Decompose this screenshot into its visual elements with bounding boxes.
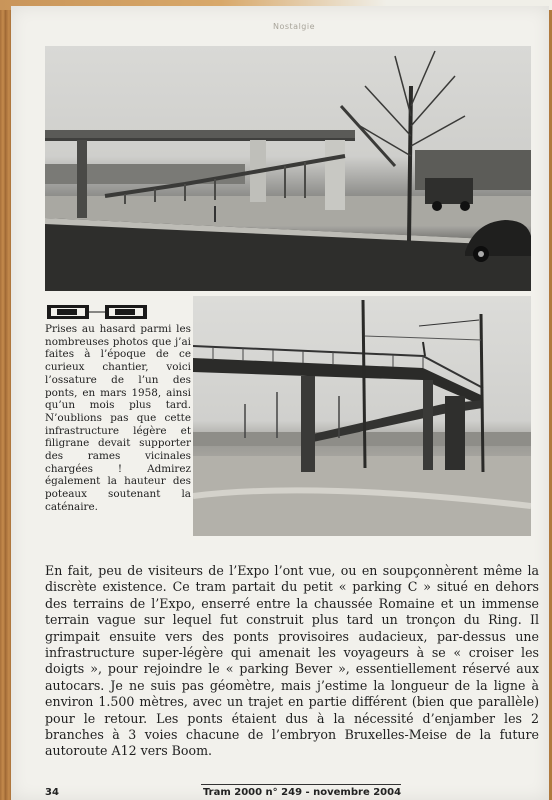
photo-caption: Prises au hasard parmi les nombreuses photos que j’ai faites à l’époque de ce curieux chantier, voici l’ossature de l’un des ponts, en mars 1958, ainsi qu’un mois plus tard. N’oublions pas que cette infrastructure légère et filigrane devait supporter des rames vicinales chargées ! Admirez également la hauteur des poteaux soutenant la caténaire. <box>45 323 191 513</box>
footbridge-photo <box>193 296 531 536</box>
magazine-page <box>11 6 549 800</box>
page-number: 34 <box>45 787 59 798</box>
bridge-construction-photo <box>45 46 531 291</box>
footbridge-illustration <box>193 296 531 536</box>
film-strip-icon <box>47 304 147 320</box>
footer-publication-title: Tram 2000 n° 249 - novembre 2004 <box>202 787 402 798</box>
section-header: Nostalgie <box>272 22 316 31</box>
article-body: En fait, peu de visiteurs de l’Expo l’ont vue, ou en soupçonnèrent même la discrète existence. Ce tram partait du petit « parking C » situé en dehors des terrains de l’Expo, enserré entre la chaussée Romaine et un immense terrain vague sur lequel fut construit plus tard un tronçon du Ring. Il grimpait ensuite vers des ponts provisoires audacieux, par-dessus une infrastructure super-légère qui amenait les voyageurs à se « croiser les doigts », pour rejoindre le « parking Bever », essentiellement réservé aux autocars. Je ne suis pas géomètre, mais j’estime la longueur de la ligne à environ 1.500 mètres, avec un trajet en partie différent (bien que parallèle) pour le retour. Les ponts étaient dus à la nécessité d’enjamber les 2 branches à 3 voies chacune de l’embryon Bruxelles-Meise de la future autoroute A12 vers Boom. <box>45 563 539 759</box>
bridge-construction-illustration <box>45 46 531 291</box>
footer-divider <box>201 784 401 785</box>
